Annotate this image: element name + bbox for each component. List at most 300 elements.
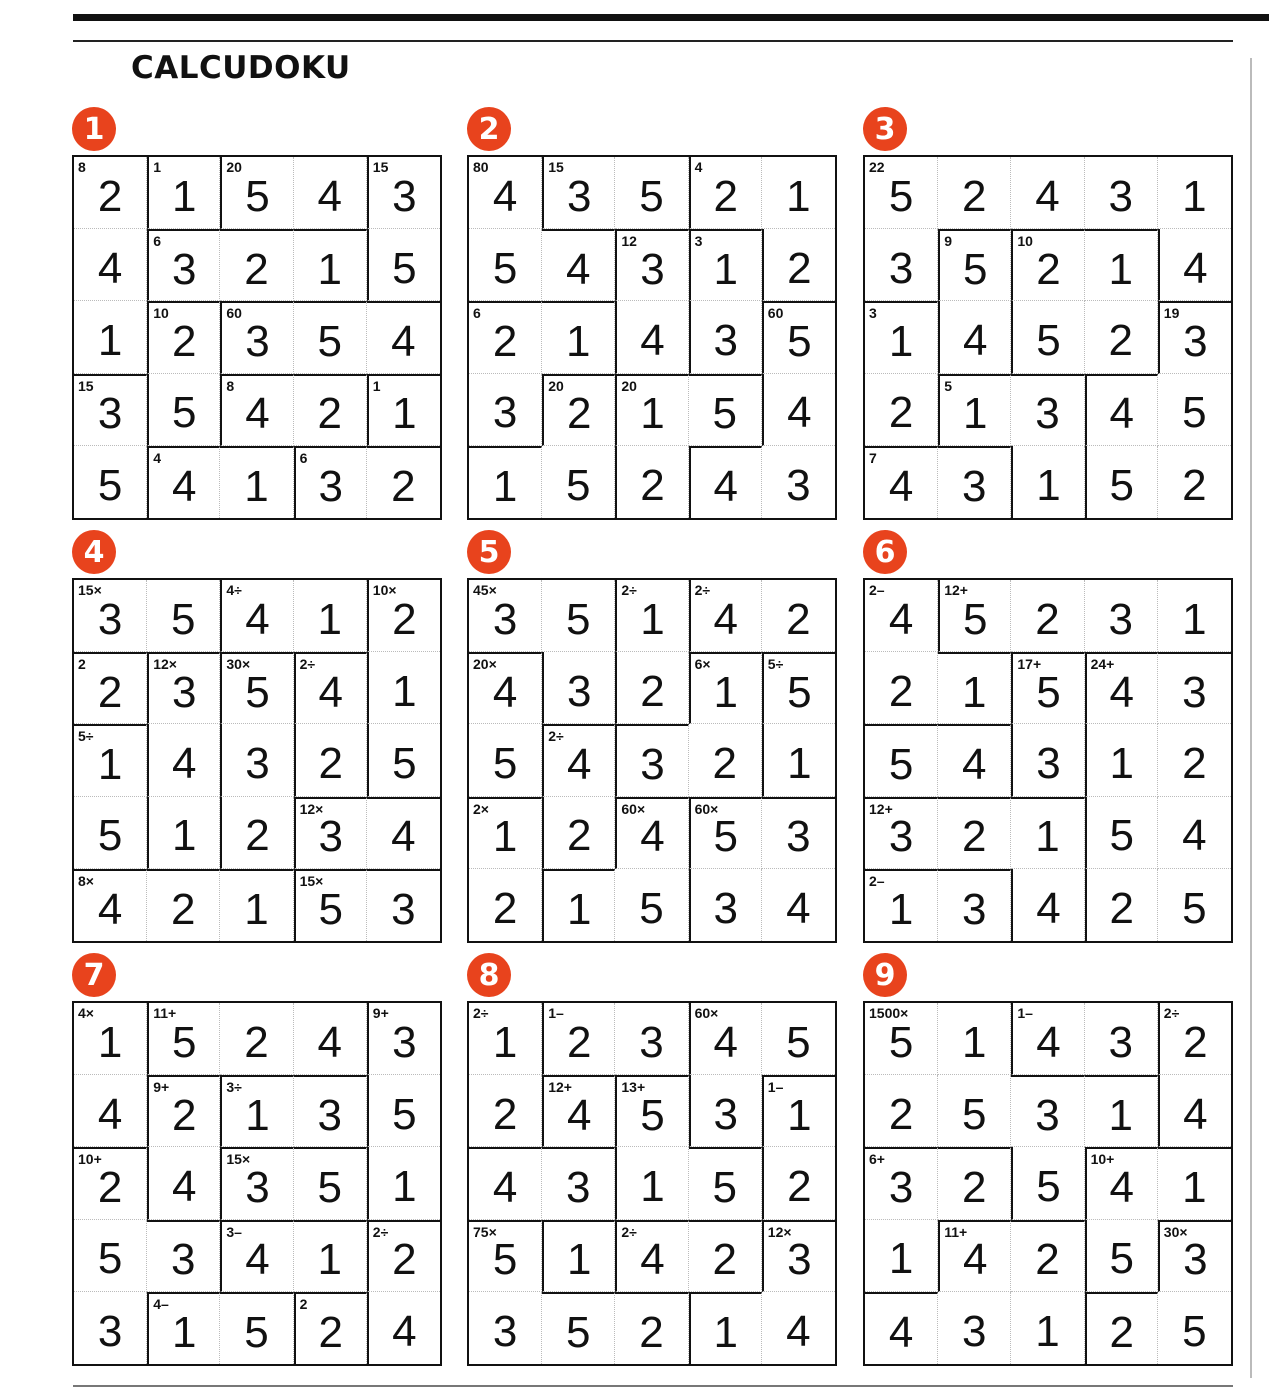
grid-cell[interactable] xyxy=(367,157,440,229)
grid-cell[interactable] xyxy=(938,1003,1011,1075)
cell-digit: 5 xyxy=(317,1162,342,1212)
cage-clue: 24+ xyxy=(1090,656,1115,673)
grid-cell[interactable] xyxy=(220,301,293,373)
grid-cell[interactable] xyxy=(147,1003,220,1075)
grid-cell[interactable] xyxy=(1011,1292,1084,1364)
grid-cell[interactable] xyxy=(1085,1220,1158,1292)
grid-cell[interactable] xyxy=(367,1147,440,1219)
grid-cell[interactable] xyxy=(220,869,293,941)
grid-cell[interactable] xyxy=(1011,446,1084,518)
grid-cell[interactable] xyxy=(615,1147,688,1219)
grid-cell[interactable] xyxy=(938,1075,1011,1147)
grid-cell[interactable] xyxy=(147,446,220,518)
grid-cell[interactable] xyxy=(1158,301,1231,373)
cell-digit: 5 xyxy=(963,244,988,294)
grid-cell[interactable] xyxy=(615,301,688,373)
grid-cell[interactable] xyxy=(542,229,615,301)
grid-cell[interactable] xyxy=(294,652,367,724)
grid-cell[interactable] xyxy=(1158,1147,1231,1219)
grid-cell[interactable] xyxy=(542,580,615,652)
grid-cell[interactable] xyxy=(367,580,440,652)
cell-digit: 3 xyxy=(787,1235,812,1285)
grid-cell[interactable] xyxy=(147,869,220,941)
cell-digit: 3 xyxy=(888,243,914,293)
cage-clue: 3÷ xyxy=(226,1079,242,1096)
grid-cell[interactable] xyxy=(469,229,542,301)
grid-cell[interactable] xyxy=(147,1292,220,1364)
cell-digit: 5 xyxy=(1182,883,1207,933)
grid-cell[interactable] xyxy=(1158,724,1231,796)
cell-digit: 4 xyxy=(392,1306,417,1356)
cell-digit: 5 xyxy=(640,1090,665,1140)
grid-cell[interactable] xyxy=(220,1220,293,1292)
cage-clue: 8× xyxy=(78,872,94,889)
grid-cell[interactable] xyxy=(469,446,542,518)
grid-cell[interactable] xyxy=(294,374,367,446)
grid-cell[interactable] xyxy=(762,1147,835,1219)
grid-cell[interactable] xyxy=(469,797,542,869)
cell-digit: 3 xyxy=(172,244,197,294)
grid-cell[interactable] xyxy=(74,301,147,373)
grid-cell[interactable] xyxy=(615,1075,688,1147)
cell-digit: 4 xyxy=(245,1235,270,1285)
grid-cell[interactable] xyxy=(865,869,938,941)
grid-cell[interactable] xyxy=(294,301,367,373)
grid-cell[interactable] xyxy=(1158,374,1231,446)
grid-cell[interactable] xyxy=(1158,869,1231,941)
puzzle-grid xyxy=(467,578,837,943)
cell-digit: 2 xyxy=(888,1089,914,1139)
grid-cell[interactable] xyxy=(147,724,220,796)
grid-cell[interactable] xyxy=(1011,724,1084,796)
grid-cell[interactable] xyxy=(74,374,147,446)
grid-cell[interactable] xyxy=(1158,1220,1231,1292)
grid-cell[interactable] xyxy=(469,869,542,941)
grid-cell[interactable] xyxy=(689,1220,762,1292)
cell-digit: 4 xyxy=(97,1089,123,1139)
grid-cell[interactable] xyxy=(1085,229,1158,301)
grid-cell[interactable] xyxy=(147,652,220,724)
cell-digit: 5 xyxy=(566,594,591,644)
grid-cell[interactable] xyxy=(220,1147,293,1219)
grid-cell[interactable] xyxy=(542,1075,615,1147)
grid-cell[interactable] xyxy=(469,1075,542,1147)
cell-digit: 3 xyxy=(1035,389,1060,439)
grid-cell[interactable] xyxy=(615,374,688,446)
grid-cell[interactable] xyxy=(865,652,938,724)
grid-cell[interactable] xyxy=(220,1003,293,1075)
grid-cell[interactable] xyxy=(1085,446,1158,518)
grid-cell[interactable] xyxy=(469,652,542,724)
grid-cell[interactable] xyxy=(220,157,293,229)
cage-clue: 9+ xyxy=(153,1079,170,1096)
grid-cell[interactable] xyxy=(294,1220,367,1292)
grid-cell[interactable] xyxy=(938,1220,1011,1292)
grid-cell[interactable] xyxy=(220,374,293,446)
grid-cell[interactable] xyxy=(615,157,688,229)
grid-cell[interactable] xyxy=(689,301,762,373)
cell-digit: 1 xyxy=(492,461,518,511)
cell-digit: 4 xyxy=(963,315,988,365)
grid-cell[interactable] xyxy=(220,724,293,796)
grid-cell[interactable] xyxy=(865,724,938,796)
cage-clue: 7 xyxy=(869,449,877,466)
grid-cell[interactable] xyxy=(615,1003,688,1075)
grid-cell[interactable] xyxy=(1011,1220,1084,1292)
grid-cell[interactable] xyxy=(147,157,220,229)
grid-cell[interactable] xyxy=(542,157,615,229)
cell-digit: 2 xyxy=(244,1017,269,1067)
page-title: CALCUDOKU xyxy=(131,50,351,86)
grid-cell[interactable] xyxy=(469,374,542,446)
grid-cell[interactable] xyxy=(469,1147,542,1219)
grid-cell[interactable] xyxy=(938,652,1011,724)
cell-digit: 5 xyxy=(639,171,664,221)
grid-cell[interactable] xyxy=(294,1292,367,1364)
cell-digit: 2 xyxy=(318,1307,343,1357)
grid-cell[interactable] xyxy=(74,229,147,301)
grid-cell[interactable] xyxy=(367,301,440,373)
grid-cell[interactable] xyxy=(938,1147,1011,1219)
cell-digit: 3 xyxy=(713,883,738,933)
grid-cell[interactable] xyxy=(147,1220,220,1292)
grid-cell[interactable] xyxy=(865,1003,938,1075)
cage-clue: 2÷ xyxy=(372,1223,389,1240)
grid-cell[interactable] xyxy=(689,797,762,869)
grid-cell[interactable] xyxy=(74,446,147,518)
cell-digit: 5 xyxy=(1182,388,1207,438)
grid-cell[interactable] xyxy=(689,157,762,229)
grid-cell[interactable] xyxy=(615,580,688,652)
grid-cell[interactable] xyxy=(294,580,367,652)
grid-cell[interactable] xyxy=(74,1147,147,1219)
cell-digit: 4 xyxy=(888,594,914,644)
grid-cell[interactable] xyxy=(294,229,367,301)
grid-cell[interactable] xyxy=(1085,1003,1158,1075)
grid-cell[interactable] xyxy=(1158,797,1231,869)
cage-clue: 5÷ xyxy=(767,656,784,673)
grid-cell[interactable] xyxy=(1085,1147,1158,1219)
grid-cell[interactable] xyxy=(469,1003,542,1075)
cell-digit: 5 xyxy=(318,884,343,934)
bottom-rule xyxy=(73,1385,1233,1387)
cell-digit: 3 xyxy=(639,1017,664,1067)
grid-cell[interactable] xyxy=(74,797,147,869)
cell-digit: 1 xyxy=(1182,1162,1207,1212)
grid-cell[interactable] xyxy=(147,580,220,652)
cage-clue: 15× xyxy=(299,872,324,889)
grid-cell[interactable] xyxy=(294,724,367,796)
grid-cell[interactable] xyxy=(762,869,835,941)
grid-cell[interactable] xyxy=(865,374,938,446)
grid-cell[interactable] xyxy=(1011,374,1084,446)
cage-clue: 60 xyxy=(767,305,784,322)
cell-digit: 2 xyxy=(392,1235,417,1285)
grid-cell[interactable] xyxy=(1011,157,1084,229)
grid-cell[interactable] xyxy=(294,797,367,869)
grid-cell[interactable] xyxy=(220,1292,293,1364)
grid-cell[interactable] xyxy=(762,797,835,869)
cell-digit: 2 xyxy=(318,738,343,788)
grid-cell[interactable] xyxy=(938,869,1011,941)
grid-cell[interactable] xyxy=(294,446,367,518)
grid-cell[interactable] xyxy=(615,652,688,724)
cage-clue: 1– xyxy=(767,1079,784,1096)
grid-cell[interactable] xyxy=(1011,1075,1084,1147)
grid-cell[interactable] xyxy=(542,1147,615,1219)
cell-digit: 4 xyxy=(245,389,270,439)
grid-cell[interactable] xyxy=(1011,869,1084,941)
grid-cell[interactable] xyxy=(938,724,1011,796)
grid-cell[interactable] xyxy=(469,301,542,373)
grid-cell[interactable] xyxy=(542,1292,615,1364)
grid-cell[interactable] xyxy=(542,301,615,373)
cell-digit: 3 xyxy=(1183,316,1208,366)
cell-digit: 3 xyxy=(97,594,123,644)
grid-cell[interactable] xyxy=(938,301,1011,373)
grid-cell[interactable] xyxy=(367,446,440,518)
grid-cell[interactable] xyxy=(147,797,220,869)
grid-cell[interactable] xyxy=(1011,580,1084,652)
grid-cell[interactable] xyxy=(1011,1003,1084,1075)
grid-cell[interactable] xyxy=(1085,301,1158,373)
grid-cell[interactable] xyxy=(147,1147,220,1219)
grid-cell[interactable] xyxy=(1158,229,1231,301)
grid-cell[interactable] xyxy=(865,797,938,869)
grid-cell[interactable] xyxy=(689,1147,762,1219)
grid-cell[interactable] xyxy=(1085,652,1158,724)
cell-digit: 5 xyxy=(1109,1234,1134,1284)
grid-cell[interactable] xyxy=(1011,301,1084,373)
grid-cell[interactable] xyxy=(938,797,1011,869)
grid-cell[interactable] xyxy=(147,1075,220,1147)
grid-cell[interactable] xyxy=(762,229,835,301)
grid-cell[interactable] xyxy=(74,157,147,229)
cell-digit: 3 xyxy=(713,1089,738,1139)
grid-cell[interactable] xyxy=(147,374,220,446)
grid-cell[interactable] xyxy=(367,869,440,941)
grid-cell[interactable] xyxy=(74,1075,147,1147)
grid-cell[interactable] xyxy=(542,446,615,518)
cage-clue: 2÷ xyxy=(1163,1005,1180,1021)
grid-cell[interactable] xyxy=(220,652,293,724)
cage-clue: 12+ xyxy=(869,800,893,817)
grid-cell[interactable] xyxy=(469,580,542,652)
grid-cell[interactable] xyxy=(74,580,147,652)
cell-digit: 2 xyxy=(317,389,342,439)
grid-cell[interactable] xyxy=(74,1220,147,1292)
grid-cell[interactable] xyxy=(865,157,938,229)
cell-digit: 3 xyxy=(392,171,417,221)
cage-clue: 4 xyxy=(694,159,703,175)
grid-cell[interactable] xyxy=(689,229,762,301)
grid-cell[interactable] xyxy=(1085,869,1158,941)
grid-cell[interactable] xyxy=(762,1220,835,1292)
grid-cell[interactable] xyxy=(74,1292,147,1364)
grid-cell[interactable] xyxy=(542,869,615,941)
grid-cell[interactable] xyxy=(615,446,688,518)
grid-cell[interactable] xyxy=(367,652,440,724)
grid-cell[interactable] xyxy=(762,446,835,518)
cage-clue: 20 xyxy=(226,159,242,175)
grid-cell[interactable] xyxy=(762,301,835,373)
grid-cell[interactable] xyxy=(367,1292,440,1364)
grid-cell[interactable] xyxy=(865,1075,938,1147)
cell-digit: 2 xyxy=(640,666,665,716)
grid-cell[interactable] xyxy=(615,797,688,869)
grid-cell[interactable] xyxy=(220,229,293,301)
grid-cell[interactable] xyxy=(615,1292,688,1364)
grid-cell[interactable] xyxy=(615,869,688,941)
cage-clue: 60× xyxy=(621,800,646,817)
grid-cell[interactable] xyxy=(220,1075,293,1147)
grid-cell[interactable] xyxy=(367,1003,440,1075)
grid-cell[interactable] xyxy=(615,1220,688,1292)
grid-cell[interactable] xyxy=(469,157,542,229)
grid-cell[interactable] xyxy=(762,374,835,446)
grid-cell[interactable] xyxy=(1011,1147,1084,1219)
grid-cell[interactable] xyxy=(689,580,762,652)
cell-digit: 1 xyxy=(888,1234,914,1284)
puzzle-grid xyxy=(72,578,442,943)
grid-cell[interactable] xyxy=(865,229,938,301)
grid-cell[interactable] xyxy=(1158,157,1231,229)
grid-cell[interactable] xyxy=(1085,157,1158,229)
cell-digit: 1 xyxy=(963,389,988,439)
grid-cell[interactable] xyxy=(938,1292,1011,1364)
cell-digit: 3 xyxy=(640,739,665,789)
grid-cell[interactable] xyxy=(1085,374,1158,446)
grid-cell[interactable] xyxy=(542,652,615,724)
grid-cell[interactable] xyxy=(689,724,762,796)
cell-digit: 1 xyxy=(1108,1090,1133,1140)
grid-cell[interactable] xyxy=(762,1292,835,1364)
grid-cell[interactable] xyxy=(762,580,835,652)
grid-cell[interactable] xyxy=(1085,580,1158,652)
cage-clue: 2÷ xyxy=(621,582,637,598)
grid-cell[interactable] xyxy=(367,797,440,869)
grid-cell[interactable] xyxy=(1085,1075,1158,1147)
cell-digit: 2 xyxy=(1182,460,1207,510)
grid-cell[interactable] xyxy=(938,580,1011,652)
grid-cell[interactable] xyxy=(469,724,542,796)
grid-cell[interactable] xyxy=(367,374,440,446)
grid-cell[interactable] xyxy=(615,229,688,301)
grid-cell[interactable] xyxy=(367,1220,440,1292)
grid-cell[interactable] xyxy=(865,1292,938,1364)
grid-cell[interactable] xyxy=(1158,1292,1231,1364)
cell-digit: 2 xyxy=(567,811,592,861)
grid-cell[interactable] xyxy=(865,301,938,373)
grid-cell[interactable] xyxy=(762,724,835,796)
grid-cell[interactable] xyxy=(1158,1003,1231,1075)
grid-cell[interactable] xyxy=(74,724,147,796)
grid-cell[interactable] xyxy=(1085,724,1158,796)
grid-cell[interactable] xyxy=(865,580,938,652)
cell-digit: 1 xyxy=(640,1161,665,1211)
grid-cell[interactable] xyxy=(74,869,147,941)
grid-cell[interactable] xyxy=(220,446,293,518)
grid-cell[interactable] xyxy=(938,229,1011,301)
grid-cell[interactable] xyxy=(367,229,440,301)
cell-digit: 1 xyxy=(888,884,914,934)
grid-cell[interactable] xyxy=(220,797,293,869)
grid-cell[interactable] xyxy=(1085,797,1158,869)
grid-cell[interactable] xyxy=(689,1292,762,1364)
grid-cell[interactable] xyxy=(689,1075,762,1147)
grid-cell[interactable] xyxy=(689,652,762,724)
grid-cell[interactable] xyxy=(147,301,220,373)
grid-cell[interactable] xyxy=(865,1147,938,1219)
grid-cell[interactable] xyxy=(938,157,1011,229)
grid-cell[interactable] xyxy=(367,1075,440,1147)
grid-cell[interactable] xyxy=(294,157,367,229)
grid-cell[interactable] xyxy=(469,1292,542,1364)
grid-cell[interactable] xyxy=(762,157,835,229)
cell-digit: 3 xyxy=(492,388,518,438)
cell-digit: 2 xyxy=(1036,244,1061,294)
grid-cell[interactable] xyxy=(938,374,1011,446)
grid-cell[interactable] xyxy=(1011,797,1084,869)
grid-cell[interactable] xyxy=(1158,446,1231,518)
cell-digit: 4 xyxy=(640,812,665,862)
grid-cell[interactable] xyxy=(542,724,615,796)
grid-cell[interactable] xyxy=(865,446,938,518)
grid-cell[interactable] xyxy=(294,1075,367,1147)
grid-cell[interactable] xyxy=(762,1075,835,1147)
grid-cell[interactable] xyxy=(542,1003,615,1075)
grid-cell[interactable] xyxy=(762,1003,835,1075)
grid-cell[interactable] xyxy=(762,652,835,724)
grid-cell[interactable] xyxy=(294,869,367,941)
cell-digit: 3 xyxy=(786,460,811,510)
grid-cell[interactable] xyxy=(74,1003,147,1075)
grid-cell[interactable] xyxy=(689,869,762,941)
grid-cell[interactable] xyxy=(367,724,440,796)
grid-cell[interactable] xyxy=(294,1147,367,1219)
grid-cell[interactable] xyxy=(689,374,762,446)
grid-cell[interactable] xyxy=(1085,1292,1158,1364)
grid-cell[interactable] xyxy=(938,446,1011,518)
cage-clue: 12× xyxy=(153,656,177,673)
grid-cell[interactable] xyxy=(294,1003,367,1075)
grid-cell[interactable] xyxy=(1158,1075,1231,1147)
cell-digit: 4 xyxy=(492,171,518,221)
cell-digit: 5 xyxy=(97,811,123,861)
puzzle-grid xyxy=(863,578,1233,943)
cage-clue: 6 xyxy=(473,305,481,322)
grid-cell[interactable] xyxy=(689,1003,762,1075)
grid-cell[interactable] xyxy=(1158,652,1231,724)
grid-cell[interactable] xyxy=(615,724,688,796)
grid-cell[interactable] xyxy=(542,797,615,869)
grid-cell[interactable] xyxy=(1158,580,1231,652)
cell-digit: 3 xyxy=(391,884,416,934)
grid-cell[interactable] xyxy=(74,652,147,724)
cage-clue: 6 xyxy=(299,449,308,466)
grid-cell[interactable] xyxy=(469,1220,542,1292)
grid-cell[interactable] xyxy=(689,446,762,518)
cell-digit: 4 xyxy=(1109,1162,1134,1212)
grid-cell[interactable] xyxy=(147,229,220,301)
grid-cell[interactable] xyxy=(220,580,293,652)
grid-cell[interactable] xyxy=(1011,229,1084,301)
cell-digit: 3 xyxy=(97,389,123,439)
grid-cell[interactable] xyxy=(542,374,615,446)
grid-cell[interactable] xyxy=(542,1220,615,1292)
grid-cell[interactable] xyxy=(865,1220,938,1292)
grid-cell[interactable] xyxy=(1011,652,1084,724)
